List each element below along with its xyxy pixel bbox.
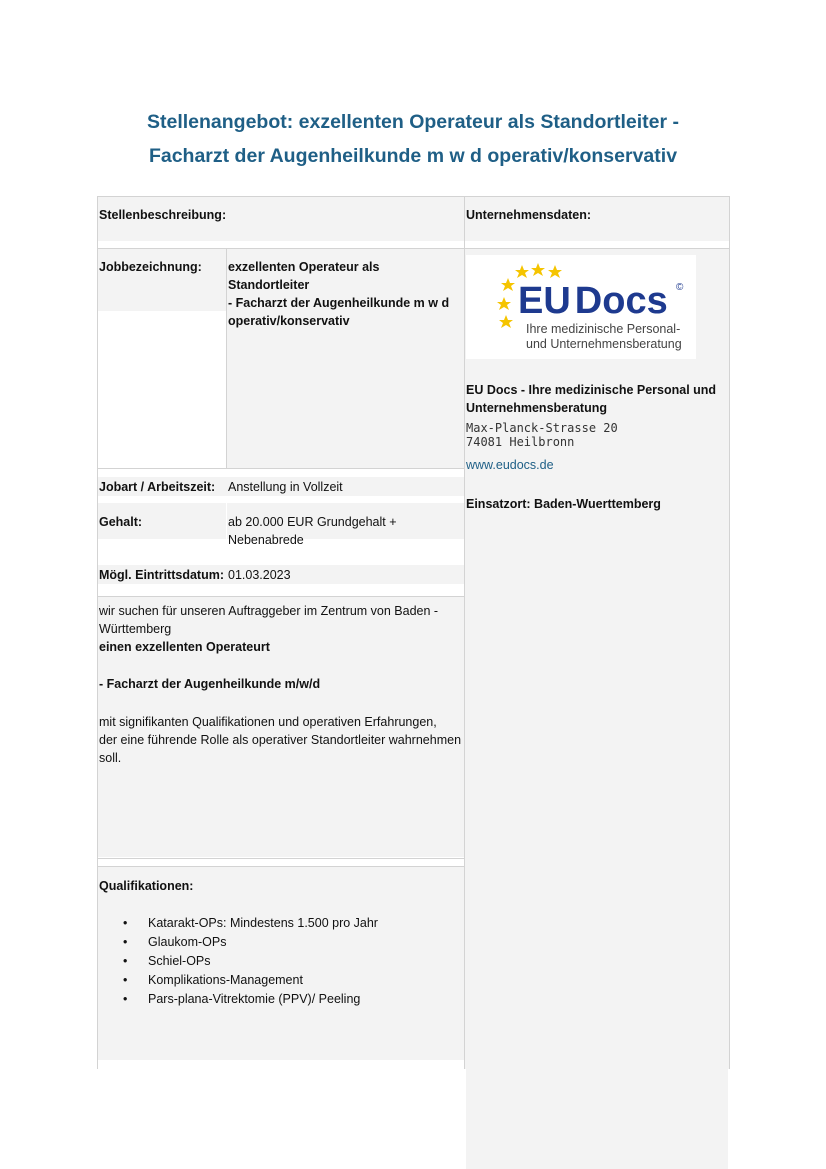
description-line: mit signifikanten Qualifikationen und operativen Erfahrungen, xyxy=(99,715,437,729)
list-item xyxy=(99,952,459,971)
description-line: Württemberg xyxy=(99,622,172,636)
page-title-line-2: Facharzt der Augenheilkunde m w d operativ/konservativ xyxy=(148,145,678,167)
description-line: soll. xyxy=(99,751,122,765)
logo-brand-eu: EU xyxy=(518,280,571,322)
list-item xyxy=(99,914,459,933)
bullet-icon: • xyxy=(123,954,128,968)
bullet-icon: • xyxy=(123,916,128,930)
table-middle-border xyxy=(464,196,465,1069)
page-title-line-1: Stellenangebot: exzellenten Operateur als Standortleiter - xyxy=(146,111,680,133)
desc-bottom-border xyxy=(97,858,464,859)
gehalt-line: Nebenabrede xyxy=(228,533,304,547)
table-left-border xyxy=(97,196,98,1069)
job-title-line: operativ/konservativ xyxy=(228,314,350,328)
company-logo xyxy=(466,255,696,359)
list-item-text: Glaukom-OPs xyxy=(148,935,227,949)
qualifications-heading: Qualifikationen: xyxy=(99,879,194,893)
company-name xyxy=(466,381,728,417)
logo-copyright: © xyxy=(676,282,684,293)
gehalt-label: Gehalt: xyxy=(99,515,143,529)
job-title-label: Jobbezeichnung: xyxy=(99,260,202,274)
description-intro xyxy=(99,602,438,638)
list-item xyxy=(99,990,459,1009)
company-address xyxy=(466,421,618,449)
description-bold-2: - Facharzt der Augenheilkunde m/w/d xyxy=(99,677,321,691)
gehalt-value xyxy=(228,513,397,549)
list-item xyxy=(99,933,459,952)
logo-tagline-2: und Unternehmensberatung xyxy=(526,337,682,351)
logo-brand xyxy=(518,281,668,321)
list-item-text: Pars-plana-Vitrektomie (PPV)/ Peeling xyxy=(148,992,361,1006)
header-bottom-border xyxy=(97,248,730,249)
table-right-border xyxy=(729,196,730,1069)
desc-top-border xyxy=(97,596,464,597)
jobart-label: Jobart / Arbeitszeit: xyxy=(99,480,216,494)
eintritt-value: 01.03.2023 xyxy=(228,568,291,582)
bullet-icon: • xyxy=(123,973,128,987)
qualifications-list xyxy=(99,914,459,1009)
job-title-value xyxy=(228,258,464,330)
job-bottom-border xyxy=(97,468,464,469)
description-line: wir suchen für unseren Auftraggeber im Zentrum von Baden - xyxy=(99,604,439,618)
bullet-icon: • xyxy=(123,935,128,949)
logo-tagline-1: Ihre medizinische Personal- xyxy=(526,322,681,336)
page-title xyxy=(0,105,826,173)
description-line: der eine führende Rolle als operativer Standortleiter wahrnehmen xyxy=(99,733,462,747)
gehalt-line: ab 20.000 EUR Grundgehalt + xyxy=(228,515,397,529)
eintritt-label: Mögl. Eintrittsdatum: xyxy=(99,568,224,582)
list-item-text: Schiel-OPs xyxy=(148,954,211,968)
qual-top-border xyxy=(97,866,464,867)
logo-brand-docs: Docs xyxy=(574,280,668,322)
table-top-border xyxy=(97,196,730,197)
job-inner-border xyxy=(226,249,227,468)
bullet-icon: • xyxy=(123,992,128,1006)
section-heading-job-description: Stellenbeschreibung: xyxy=(99,208,227,222)
section-heading-company: Unternehmensdaten: xyxy=(466,208,592,222)
list-item-text: Komplikations-Management xyxy=(148,973,303,987)
company-name-line: EU Docs - Ihre medizinische Personal und xyxy=(466,383,717,397)
list-item-text: Katarakt-OPs: Mindestens 1.500 pro Jahr xyxy=(148,916,378,930)
jobart-value: Anstellung in Vollzeit xyxy=(228,480,343,494)
description-paragraph xyxy=(99,713,461,767)
address-line: 74081 Heilbronn xyxy=(466,435,575,449)
job-title-line: exzellenten Operateur als Standortleiter xyxy=(228,260,380,292)
company-name-line: Unternehmensberatung xyxy=(466,401,607,415)
work-location: Einsatzort: Baden-Wuerttemberg xyxy=(466,497,661,511)
company-website-link[interactable]: www.eudocs.de xyxy=(466,458,554,472)
address-line: Max-Planck-Strasse 20 xyxy=(466,421,618,435)
right-bottom-bg xyxy=(466,1068,728,1169)
list-item xyxy=(99,971,459,990)
right-column-bg xyxy=(465,249,729,1069)
description-bold-1: einen exzellenten Operateurt xyxy=(99,640,270,654)
job-title-line: - Facharzt der Augenheilkunde m w d xyxy=(228,296,450,310)
job-value-lower-bg xyxy=(227,311,464,468)
